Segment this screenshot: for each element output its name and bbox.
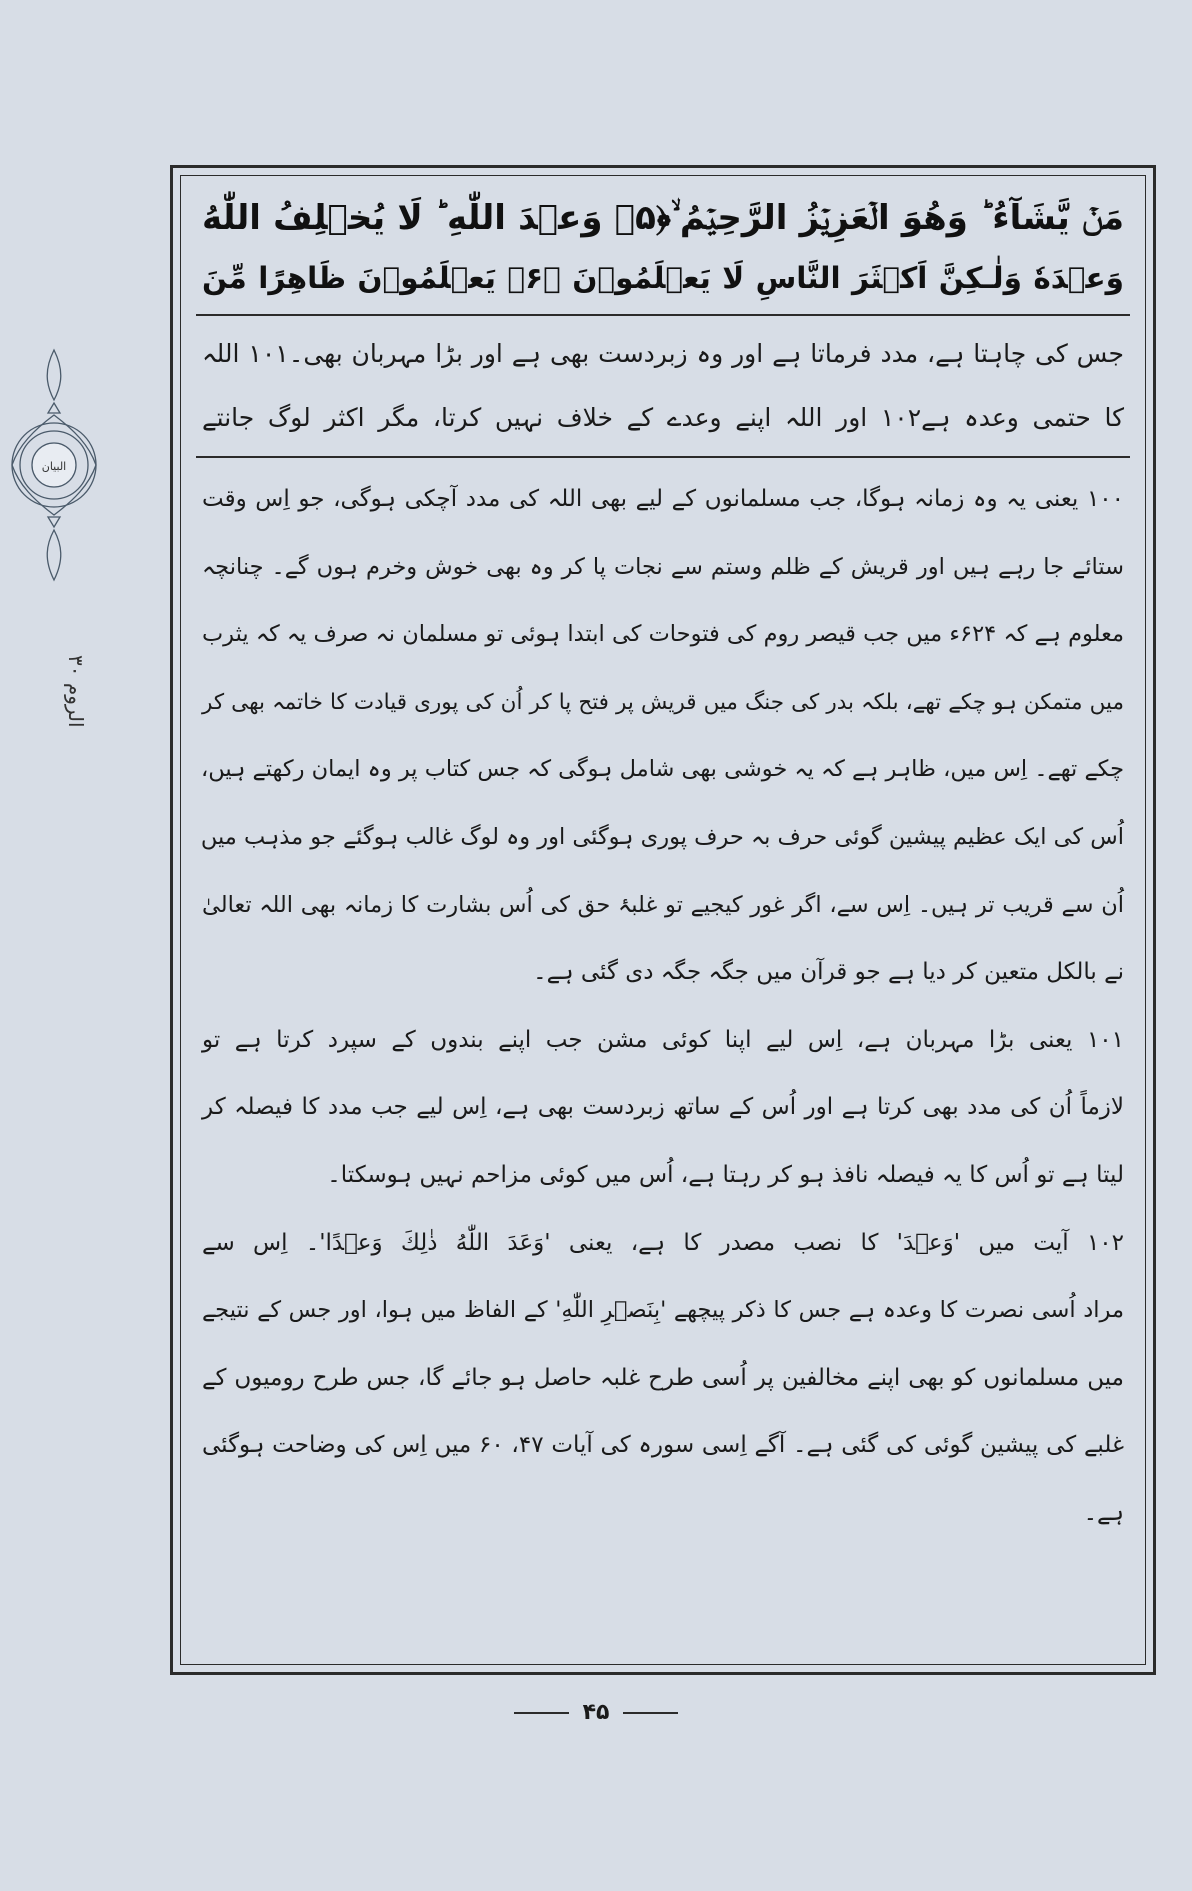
- footnote-line: چکے تھے۔ اِس میں، ظاہر ہے کہ یہ خوشی بھی شامل ہوگی کہ جس کتاب پر وہ ایمان رکھتے ہیں،: [201, 756, 1124, 783]
- footer-dash: [623, 1712, 678, 1714]
- footnote-line: اُن سے قریب تر ہیں۔ اِس سے، اگر غور کیجیے تو غلبۂ حق کی اُس بشارت کا زمانہ بھی اللہ تعالیٰ: [202, 891, 1124, 918]
- surah-name-marginal: الروم ۳۰: [64, 655, 88, 728]
- page-footer: [0, 1700, 1192, 1725]
- footer-dash: [514, 1712, 569, 1714]
- footnote-line: میں مسلمانوں کو بھی اپنے مخالفین پر اُسی طرح غلبہ حاصل ہو جائے گا، جس طرح رومیوں کے: [202, 1364, 1124, 1391]
- footnote-line: ہے۔: [1083, 1499, 1124, 1526]
- footnote-line: لازماً اُن کی مدد بھی کرتا ہے اور اُس کے ساتھ زبردست بھی ہے، اِس لیے جب مدد کا فیصلہ کر: [202, 1094, 1124, 1121]
- footnote-line: ۱۰۱ یعنی بڑا مہربان ہے، اِس لیے اپنا کوئی مشن جب اپنے بندوں کے سپرد کرتا ہے تو: [202, 1026, 1124, 1053]
- page-content: [196, 188, 1130, 1653]
- footnote-line: معلوم ہے کہ ۶۲۴ء میں جب قیصر روم کی فتوحات کی ابتدا ہوئی تو مسلمان نہ صرف یہ کہ یثرب: [202, 621, 1124, 648]
- footnote-line: مراد اُسی نصرت کا وعدہ ہے جس کا ذکر پیچھے 'بِنَصۡرِ اللّٰهِ' کے الفاظ میں ہوا، اور جس کے نتیجے: [202, 1297, 1124, 1324]
- translation-line: جس کی چاہتا ہے، مدد فرماتا ہے اور وہ زبردست بھی ہے اور بڑا مہربان بھی۔۱۰۱ اللہ: [202, 339, 1124, 368]
- footnote-line: نے بالکل متعین کر دیا ہے جو قرآن میں جگہ جگہ دی گئی ہے۔: [533, 959, 1124, 986]
- quran-text-block: [196, 188, 1130, 308]
- footnote-line: ۱۰۰ یعنی یہ وہ زمانہ ہوگا، جب مسلمانوں کے لیے بھی اللہ کی مدد آچکی ہوگی، جو اِس وقت: [202, 486, 1124, 512]
- footnote-line: لیتا ہے تو اُس کا یہ فیصلہ نافذ ہو کر رہتا ہے، اُس میں کوئی مزاحم نہیں ہوسکتا۔: [327, 1161, 1124, 1188]
- footnote-line: میں متمکن ہو چکے تھے، بلکہ بدر کی جنگ میں قریش پر فتح پا کر اُن کی پوری قیادت کا خاتمہ بھی کر: [202, 689, 1124, 715]
- translation-block: [196, 322, 1130, 450]
- quran-line: وَعۡدَهٗ وَلٰـكِنَّ اَكۡثَرَ النَّاسِ لَا يَعۡلَمُوۡنَ ﴿۶﴾ يَعۡلَمُوۡنَ ظَاهِرًا مِّنَ: [202, 261, 1124, 295]
- footnote-line: غلبے کی پیشین گوئی کی گئی ہے۔ آگے اِسی سورہ کی آیات ۴۷، ۶۰ میں اِس کی وضاحت ہوگئی: [202, 1432, 1124, 1459]
- footnote-line: ستائے جا رہے ہیں اور قریش کے ظلم وستم سے نجات پا کر وہ بھی خوش وخرم ہوں گے۔ چنانچہ: [202, 553, 1124, 580]
- footnotes-block: [196, 466, 1130, 1548]
- footnote-line: اُس کی ایک عظیم پیشین گوئی حرف بہ حرف پوری ہوگئی اور وہ لوگ غالب ہوگئے جو مذہب میں: [200, 823, 1124, 850]
- medallion-text: البیان: [41, 460, 67, 473]
- ornamental-medallion: [4, 345, 104, 585]
- quran-line: مَنۡ يَّشَآءُ ؕ وَهُوَ الۡعَزِيۡزُ الرَّحِيۡمُ ۙ﴿۵﴾ وَعۡدَ اللّٰهِ ؕ لَا يُخۡلِفُ اللّٰهُ: [202, 198, 1124, 238]
- divider: [196, 314, 1130, 316]
- page-number: ۴۵: [582, 1700, 610, 1725]
- divider: [196, 456, 1130, 458]
- translation-line: کا حتمی وعدہ ہے۱۰۲ اور اللہ اپنے وعدے کے خلاف نہیں کرتا، مگر اکثر لوگ جانتے: [202, 403, 1124, 432]
- footnote-line: ۱۰۲ آیت میں 'وَعۡدَ' کا نصب مصدر کا ہے، یعنی 'وَعَدَ اللّٰهُ ذٰلِكَ وَعۡدًا'۔ اِس سے: [202, 1229, 1124, 1256]
